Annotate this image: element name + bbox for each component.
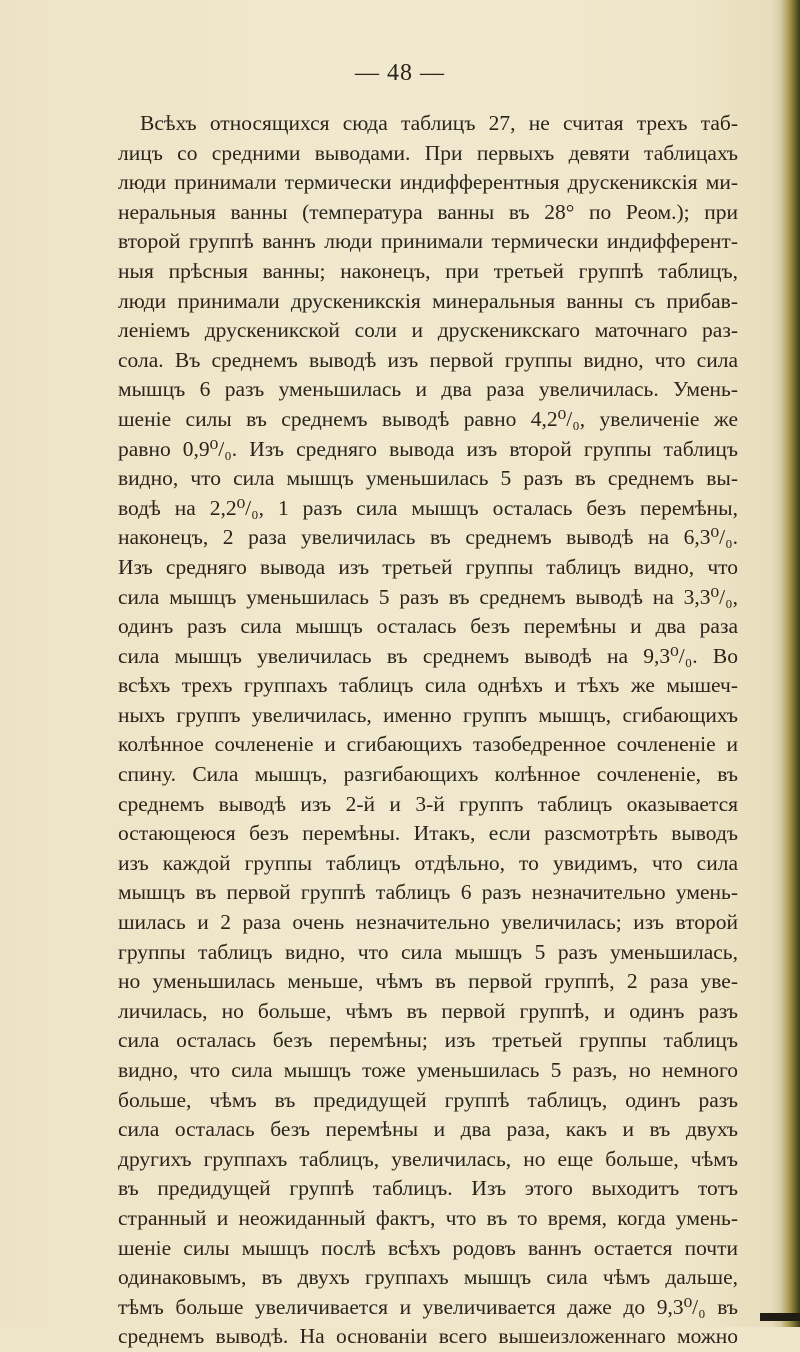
scan-artifact: [760, 1313, 800, 1321]
text-line: Изъ средняго вывода изъ третьей группы таблицъ видно, что: [118, 554, 738, 579]
text-line: сила мышцъ увеличилась въ среднемъ выводѣ на 9,3⁰/₀. Во: [118, 643, 738, 668]
text-line: странный и неожиданный фактъ, что въ то время, когда умень-: [118, 1205, 738, 1230]
text-line: мышцъ 6 разъ уменьшилась и два раза увеличилась. Умень-: [118, 377, 738, 402]
text-line: больше, чѣмъ въ предидущей группѣ таблицъ, одинъ разъ: [118, 1087, 738, 1112]
page-edge-shadow: [772, 0, 782, 1327]
body-paragraph: [118, 109, 738, 1352]
text-line: другихъ группахъ таблицъ, увеличилась, но еще больше, чѣмъ: [118, 1146, 738, 1171]
text-line: тѣмъ больше увеличивается и увеличивается даже до 9,3⁰/₀ въ: [118, 1294, 738, 1319]
text-line: шеніе силы въ среднемъ выводѣ равно 4,2⁰/₀, увеличеніе же: [118, 406, 738, 431]
book-binding-edge: [782, 0, 800, 1327]
text-line: леніемъ друскеникской соли и друскеникскаго маточнаго раз-: [118, 318, 738, 343]
text-line: шеніе силы мышцъ послѣ всѣхъ родовъ ваннъ остается почти: [118, 1235, 738, 1260]
text-line: группы таблицъ видно, что сила мышцъ 5 разъ уменьшилась,: [118, 939, 738, 964]
text-line: остающеюся безъ перемѣны. Итакъ, если разсмотрѣть выводъ: [118, 821, 738, 846]
text-line: мышцъ въ первой группѣ таблицъ 6 разъ незначительно умень-: [118, 880, 738, 905]
text-line: но уменьшилась меньше, чѣмъ въ первой группѣ, 2 раза уве-: [118, 969, 738, 994]
text-line: колѣнное сочлененіе и сгибающихъ тазобедренное сочлененіе и: [118, 732, 738, 757]
text-line: видно, что сила мышцъ тоже уменьшилась 5 разъ, но немного: [118, 1058, 738, 1082]
text-line: одинаковымъ, въ двухъ группахъ мышцъ сила чѣмъ дальше,: [118, 1265, 738, 1290]
text-line: среднемъ выводѣ изъ 2-й и 3-й группъ таблицъ оказывается: [118, 791, 738, 816]
text-line: люди принимали друскеникскія минеральныя ванны съ прибав-: [118, 288, 738, 313]
text-line: изъ каждой группы таблицъ отдѣльно, то увидимъ, что сила: [118, 850, 738, 875]
text-line: наконецъ, 2 раза увеличилась въ среднемъ выводѣ на 6,3⁰/₀.: [118, 525, 738, 550]
text-line: сила осталась безъ перемѣны и два раза, какъ и въ двухъ: [118, 1117, 738, 1142]
page-number: — 48 —: [355, 60, 445, 86]
text-line: ныя прѣсныя ванны; наконецъ, при третьей группѣ таблицъ,: [118, 258, 738, 283]
text-line: лицъ со средними выводами. При первыхъ девяти таблицахъ: [118, 140, 738, 165]
text-line: одинъ разъ сила мышцъ осталась безъ перемѣны и два раза: [118, 614, 738, 639]
text-line: ныхъ группъ увеличилась, именно группъ мышцъ, сгибающихъ: [118, 702, 738, 727]
text-line: среднемъ выводѣ. На основаніи всего вышеизложеннаго можно: [118, 1324, 738, 1349]
text-line: водѣ на 2,2⁰/₀, 1 разъ сила мышцъ осталась безъ перемѣны,: [118, 495, 738, 520]
text-line: шилась и 2 раза очень незначительно увеличилась; изъ второй: [118, 910, 738, 935]
text-line: всѣхъ трехъ группахъ таблицъ сила однѣхъ и тѣхъ же мышеч-: [118, 673, 738, 698]
text-line: въ предидущей группѣ таблицъ. Изъ этого выходитъ тотъ: [118, 1176, 738, 1201]
text-line: Всѣхъ относящихся сюда таблицъ 27, не считая трехъ таб-: [140, 111, 738, 135]
text-line: сола. Въ среднемъ выводѣ изъ первой группы видно, что сила: [118, 347, 738, 372]
text-line: сила осталась безъ перемѣны; изъ третьей группы таблицъ: [118, 1028, 738, 1053]
text-line: личилась, но больше, чѣмъ въ первой группѣ, и одинъ разъ: [118, 998, 738, 1023]
text-line: видно, что сила мышцъ уменьшилась 5 разъ въ среднемъ вы-: [118, 466, 738, 491]
text-line: равно 0,9⁰/₀. Изъ средняго вывода изъ второй группы таблицъ: [118, 436, 738, 461]
text-line: люди принимали термически индифферентныя друскеникскія ми-: [118, 170, 738, 195]
text-line: второй группѣ ваннъ люди принимали термически индифферент-: [118, 229, 738, 254]
text-line: сила мышцъ уменьшилась 5 разъ въ среднемъ выводѣ на 3,3⁰/₀,: [118, 584, 738, 609]
text-line: неральныя ванны (температура ванны въ 28° по Реом.); при: [118, 199, 738, 224]
text-line: спину. Сила мышцъ, разгибающихъ колѣнное сочлененіе, въ: [118, 762, 738, 787]
